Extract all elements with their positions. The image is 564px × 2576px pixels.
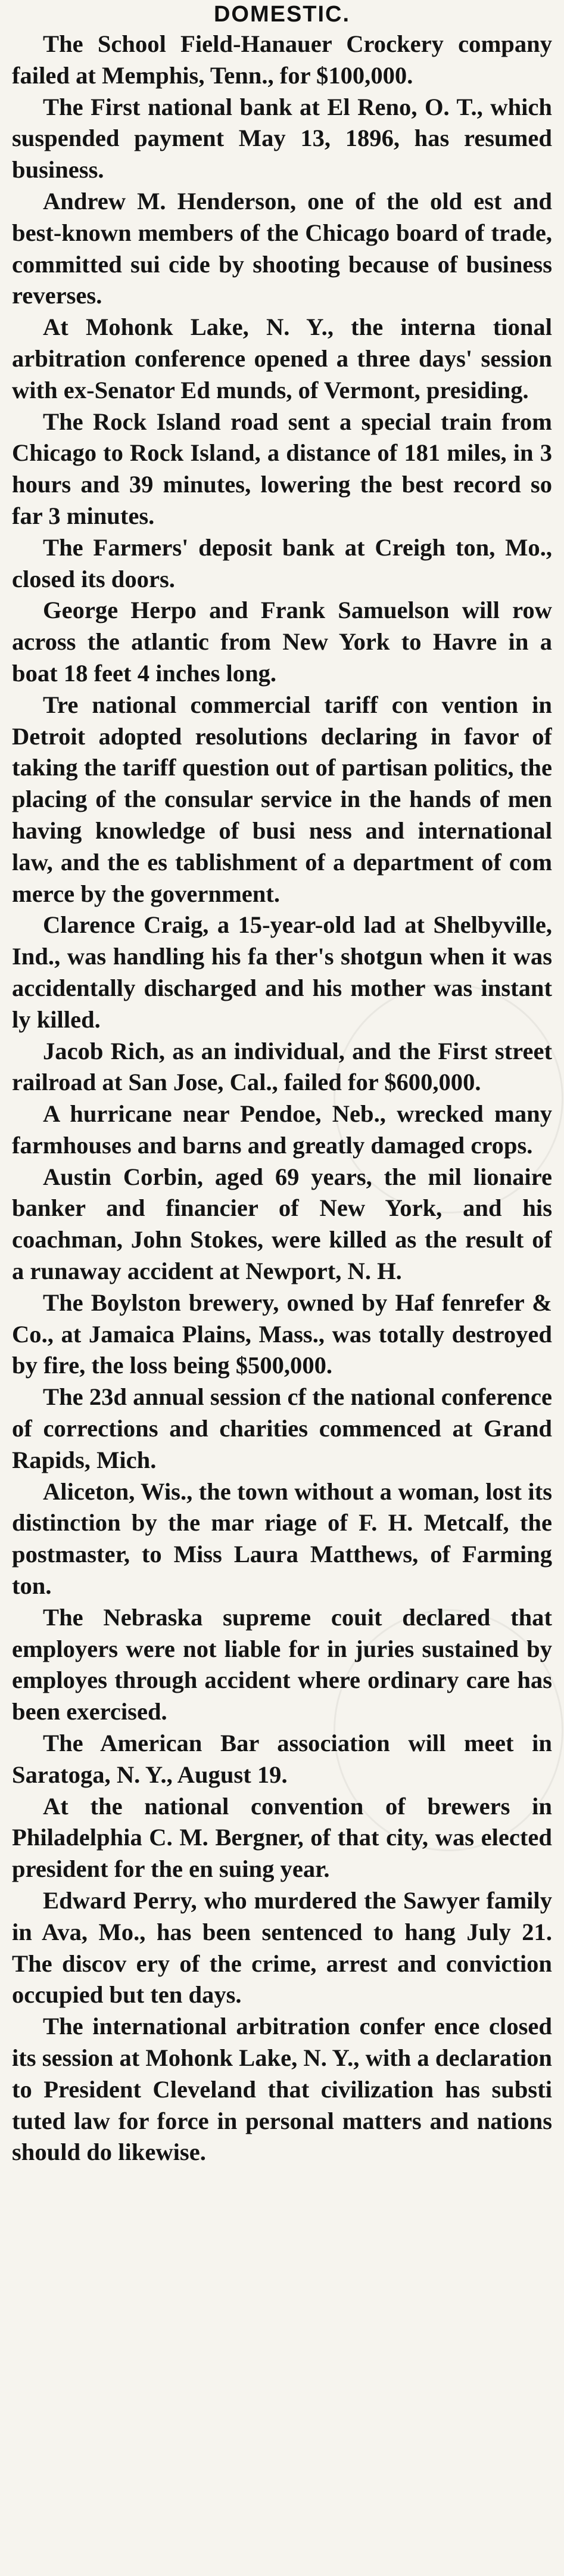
section-heading: DOMESTIC.: [213, 2, 351, 27]
news-column: [12, 0, 552, 2563]
news-item: George Herpo and Frank Samuelson will row across the atlantic from New York to Havre in a boat 18 feet 4 inches long.: [12, 597, 552, 687]
news-item: Edward Perry, who murdered the Sawyer family in Ava, Mo., has been sentenced to hang July 21. The discov ery of the crime, arrest and conviction occupied but ten days.: [12, 1887, 552, 2009]
news-item: The American Bar association will meet in Saratoga, N. Y., August 19.: [12, 1730, 552, 1788]
news-item: At the national convention of brewers in Philadelphia C. M. Bergner, of that city, was elected president for the en suing year.: [12, 1792, 552, 1883]
news-item: Tre national commercial tariff con vention in Detroit adopted resolutions declaring in favor of taking the tariff question out of partisan politics, the placing of the consular service in the hands of men having knowledge of busi ness and international law, and the es tablishment of a department of com merce by the government.: [12, 691, 552, 907]
news-item: Clarence Craig, a 15-year-old lad at Shelbyville, Ind., was handling his fa ther's shotgun when it was accidentally discharged and his mother was instant ly killed.: [12, 911, 552, 1033]
news-item: Aliceton, Wis., the town without a woman, lost its distinction by the mar riage of F. H. Metcalf, the postmaster, to Miss Laura Matthews, of Farming ton.: [12, 1478, 552, 1600]
news-item: The Boylston brewery, owned by Haf fenrefer & Co., at Jamaica Plains, Mass., was totally destroyed by fire, the loss being $500,000.: [12, 1289, 552, 1379]
news-item: Andrew M. Henderson, one of the old est and best-known members of the Chicago board of trade, committed sui cide by shooting because of business reverses.: [12, 187, 552, 309]
news-item: A hurricane near Pendoe, Neb., wrecked many farmhouses and barns and greatly damaged crops.: [12, 1100, 552, 1159]
news-item: The 23d annual session cf the national conference of corrections and charities commenced at Grand Rapids, Mich.: [12, 1383, 552, 1473]
news-item: Austin Corbin, aged 69 years, the mil lionaire banker and financier of New York, and his coachman, John Stokes, were killed as the result of a runaway accident at Newport, N. H.: [12, 1163, 552, 1285]
news-item: The Rock Island road sent a special train from Chicago to Rock Island, a distance of 181 miles, in 3 hours and 39 minutes, lowering the best record so far 3 minutes.: [12, 408, 552, 529]
news-item: The School Field-Hanauer Crockery company failed at Memphis, Tenn., for $100,000.: [12, 30, 552, 89]
news-item: At Mohonk Lake, N. Y., the interna tional arbitration conference opened a three days' session with ex-Senator Ed munds, of Vermont, presiding.: [12, 314, 552, 404]
news-item: Jacob Rich, as an individual, and the First street railroad at San Jose, Cal., failed for $600,000.: [12, 1037, 552, 1096]
news-item: The international arbitration confer ence closed its session at Mohonk Lake, N. Y., with a declaration to President Cleveland that civilization has substi tuted law for force in personal matters and nations should do likewise.: [12, 2013, 552, 2166]
news-item: The Farmers' deposit bank at Creigh ton, Mo., closed its doors.: [12, 533, 552, 592]
news-item: The Nebraska supreme couit declared that employers were not liable for in juries sustained by employes through accident where ordinary care has been exercised.: [12, 1603, 552, 1725]
news-item: The First national bank at El Reno, O. T., which suspended payment May 13, 1896, has resumed business.: [12, 93, 552, 184]
